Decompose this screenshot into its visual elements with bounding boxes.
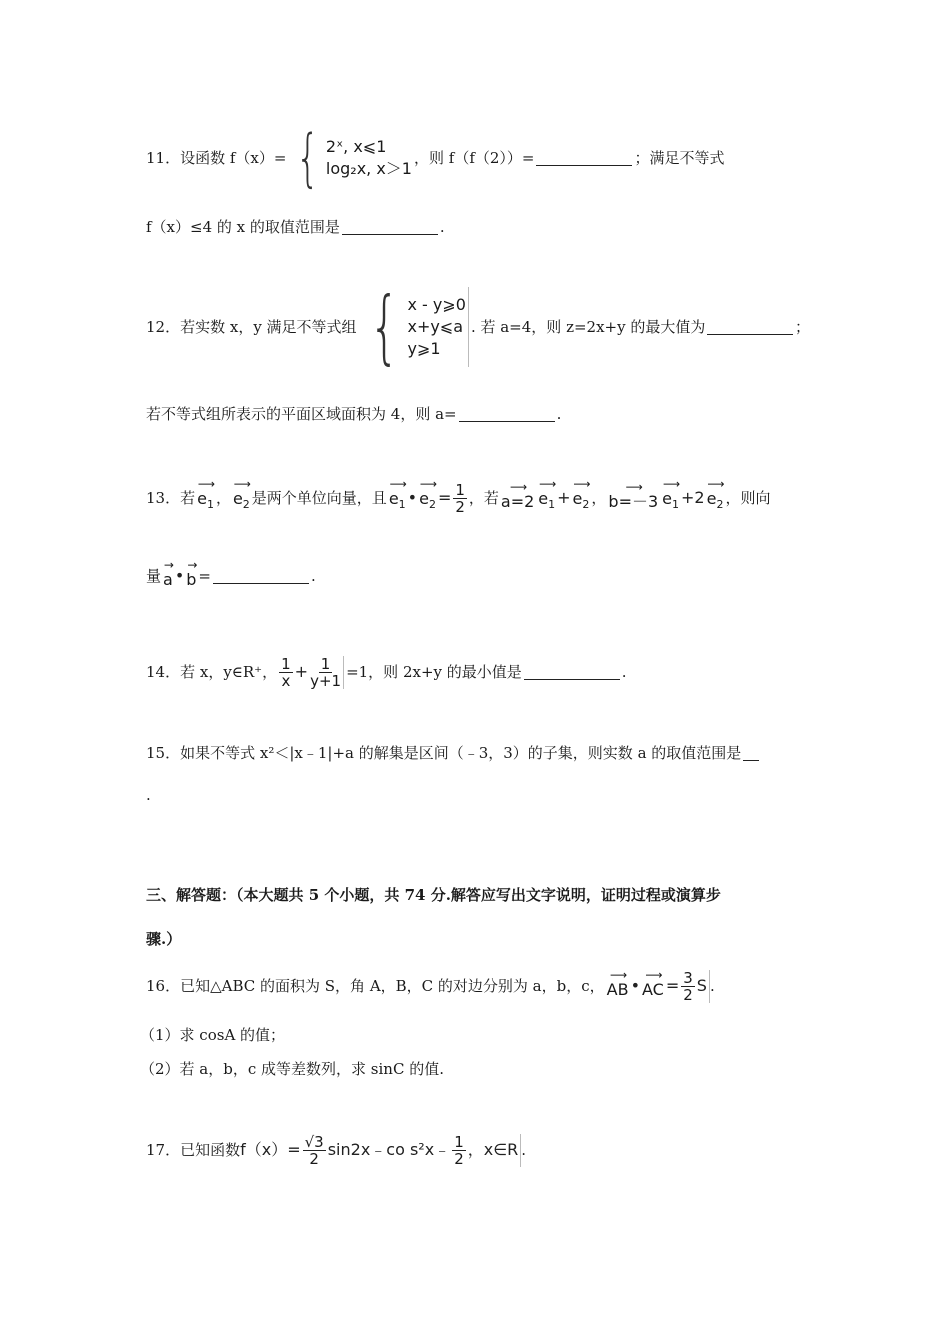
dot-product-symbol: • (630, 976, 640, 995)
question-12-line2 (146, 403, 810, 425)
vector-a-def: ⟶ a=2 (500, 480, 535, 511)
fraction-one-over-x: $\frac{1}{x}$ (281, 654, 291, 690)
q13-tail: ，则向 (725, 489, 771, 507)
dot-product-symbol: • (407, 488, 418, 507)
q13-text2: ，若 (468, 489, 499, 507)
fraction-one-half: $\frac{1}{2}$ (455, 480, 465, 516)
q14-end: . (621, 663, 627, 681)
vector-e1: ⟶ $e_1$ (388, 476, 406, 512)
q12-case2: x+y⩽a (407, 317, 464, 336)
vector-e2: ⟶ $e_2$ (419, 476, 436, 512)
q11-case1: 2ˣ, x⩽1 (325, 137, 387, 156)
q12-answer-blank-1[interactable] (707, 320, 793, 335)
q17-function-definition (240, 1134, 521, 1167)
fraction-sqrt3-over-2: $\frac{√3}{2}$ (304, 1132, 324, 1168)
q11-answer-blank-2[interactable] (342, 220, 438, 235)
plus-two-symbol: +2 (681, 488, 705, 507)
fraction-three-halves: $\frac{3}{2}$ (683, 968, 693, 1004)
q16-vector-equation (605, 970, 710, 1003)
left-brace-icon: { (296, 121, 320, 194)
vector-e2: ⟶ $e_2$ (706, 476, 724, 512)
q13-comma: ， (591, 489, 607, 507)
q13-text1: 是两个单位向量，且 (251, 489, 387, 507)
section3-line1: 三、解答题：（本大题共 5 个小题，共 74 分.解答应写出文字说明，证明过程或演算步 (146, 886, 721, 904)
q11-piecewise (288, 121, 412, 194)
q16-sub1: （1）求 cosA 的值； (140, 1026, 286, 1044)
q15-end: . (146, 786, 151, 804)
q12-case3: y⩾1 (407, 339, 441, 358)
q13-line2-eq: = (198, 567, 211, 585)
q11-mid: ，则 f（f（2））= (414, 149, 535, 167)
q15-answer-blank[interactable] (743, 746, 759, 761)
q13-answer-blank[interactable] (213, 569, 309, 584)
vector-ab: ⟶ AB (606, 968, 629, 999)
q17-tail: ，x∈R (467, 1140, 519, 1159)
q12-case1: x - y⩾0 (407, 295, 466, 314)
vector-e1: ⟶ $e_1$ (538, 476, 556, 512)
q13-sep: ， (215, 489, 231, 507)
q12-line2: 若不等式组所表示的平面区域面积为 4，则 a= (146, 405, 457, 423)
question-12-line1 (146, 280, 810, 373)
q13-eq: = (437, 488, 452, 507)
fraction-one-over-y-plus-one: $\frac{1}{y+1}$ (310, 656, 344, 689)
question-11-line1 (146, 121, 810, 194)
vector-ac: ⟶ AC (642, 968, 664, 999)
q12-mid: . 若 a=4，则 z=2x+y 的最大值为 (470, 318, 706, 336)
vector-e1: ⟶ $e_1$ (662, 476, 679, 512)
q11-line2: f（x）≤4 的 x 的取值范围是 (146, 218, 340, 236)
q13-prefix: 13．若 (146, 489, 196, 507)
question-15 (146, 742, 810, 764)
q17-prefix: 17．已知函数 (146, 1141, 241, 1159)
vector-b: → b (186, 558, 197, 589)
section3-line2: 骤.） (146, 930, 182, 948)
vector-e1: ⟶ $e_1$ (197, 476, 214, 512)
vector-a: → a (163, 558, 173, 589)
section-3-heading-line1 (146, 884, 810, 906)
q12-prefix: 12．若实数 x，y 满足不等式组 (146, 318, 357, 336)
vector-b-def: ⟶ b=－3 (608, 480, 659, 511)
q17-mid: sin2x﹣co s²x﹣ (327, 1140, 451, 1159)
question-17 (146, 1128, 810, 1172)
q15-text: 15．如果不等式 x²＜|x﹣1|+a 的解集是区间（﹣3，3）的子集，则实数 a 的取值范围是 (146, 744, 742, 762)
q12-answer-blank-2[interactable] (459, 407, 555, 422)
q11-tail: ；满足不等式 (634, 149, 725, 167)
q16-s: S (696, 976, 707, 995)
q17-end: . (521, 1141, 527, 1159)
left-brace-icon: { (368, 280, 400, 373)
plus-symbol: + (294, 662, 309, 681)
q11-prefix: 11．设函数 f（x）= (146, 149, 287, 167)
dot-product-symbol: • (174, 566, 185, 585)
question-13-line2 (146, 558, 810, 594)
q17-f: f（x）= (240, 1140, 301, 1159)
fraction-one-half: $\frac{1}{2}$ (454, 1132, 464, 1168)
q14-eq: =1，则 2x+y 的最小值是 (346, 663, 522, 681)
question-13-line1 (146, 478, 810, 518)
q12-tail: ； (794, 318, 810, 336)
q12-system (359, 280, 469, 373)
question-15-end (146, 784, 810, 806)
q13-line2-prefix: 量 (146, 567, 162, 585)
vector-e2: ⟶ $e_2$ (232, 476, 250, 512)
q14-answer-blank[interactable] (524, 665, 620, 680)
vector-e2: ⟶ $e_2$ (572, 476, 590, 512)
plus-symbol: + (557, 488, 571, 507)
q16-eq: = (665, 976, 680, 995)
q16-end: . (709, 977, 715, 995)
q16-sub2: （2）若 a，b，c 成等差数列，求 sinC 的值. (140, 1060, 444, 1078)
q13-end: . (311, 567, 316, 585)
q16-prefix: 16．已知△ABC 的面积为 S，角 A，B，C 的对边分别为 a，b，c， (146, 977, 605, 995)
question-11-line2 (146, 216, 810, 238)
q11-case2: log₂x, x＞1 (325, 159, 412, 178)
question-14 (146, 650, 810, 694)
question-16-part-2 (140, 1058, 810, 1080)
q11-answer-blank-1[interactable] (536, 151, 632, 166)
section-3-heading-line2 (146, 928, 810, 950)
question-16-part-1 (140, 1024, 810, 1046)
q14-prefix: 14．若 x，y∈R⁺， (146, 663, 278, 681)
q12-end: . (556, 405, 562, 423)
question-16 (146, 966, 810, 1006)
q11-end: . (439, 218, 445, 236)
